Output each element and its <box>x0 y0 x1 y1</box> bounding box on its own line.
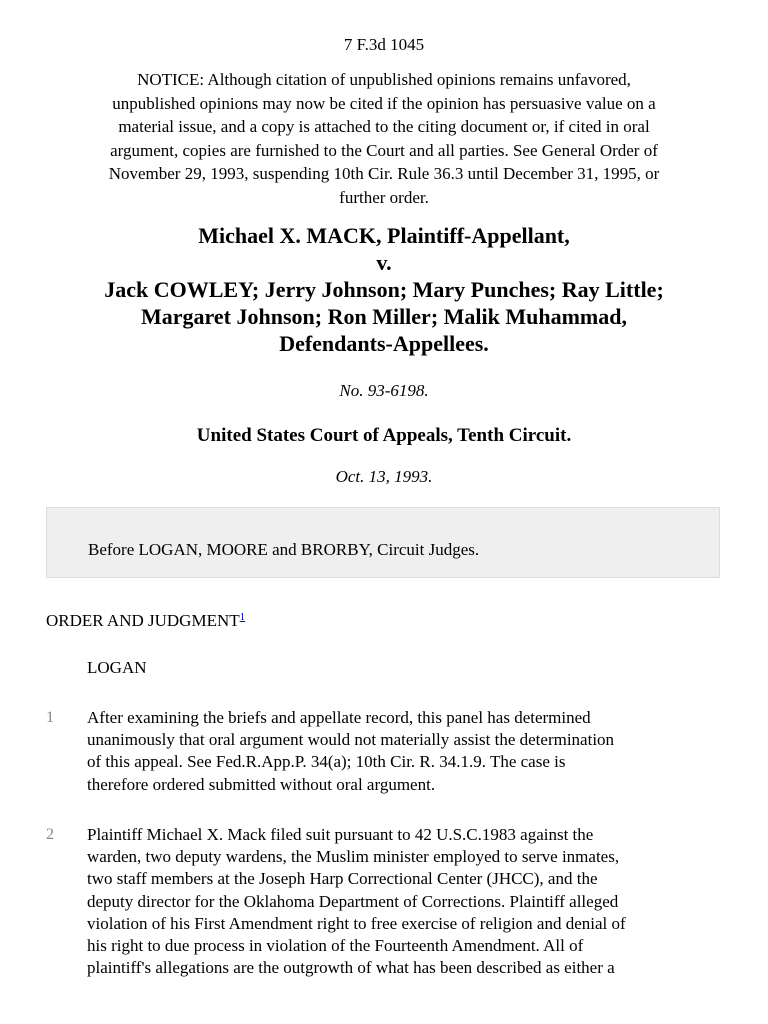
defendants-line: Defendants-Appellees. <box>279 331 489 356</box>
notice-line: further order. <box>339 187 429 207</box>
paragraph-line: plaintiff's allegations are the outgrowth of what has been described as either a <box>87 958 615 978</box>
decision-date: Oct. 13, 1993. <box>335 467 433 486</box>
court-name: United States Court of Appeals, Tenth Circuit. <box>196 425 572 446</box>
notice-line: argument, copies are furnished to the Court and all parties. See General Order of <box>110 140 658 160</box>
defendants-line: Margaret Johnson; Ron Miller; Malik Muhammad, <box>140 304 627 329</box>
order-heading <box>46 606 245 632</box>
order-heading-text: ORDER AND JUDGMENT <box>46 611 240 630</box>
paragraph-line: violation of his First Amendment right to free exercise of religion and denial of <box>87 913 626 933</box>
judges-panel-text: Before LOGAN, MOORE and BRORBY, Circuit Judges. <box>88 540 480 559</box>
footnote-link[interactable]: 1 <box>239 611 246 623</box>
paragraph-line: warden, two deputy wardens, the Muslim minister employed to serve inmates, <box>87 847 620 867</box>
paragraph-line: his right to due process in violation of the Fourteenth Amendment. All of <box>87 936 584 956</box>
paragraph-line: two staff members at the Joseph Harp Correctional Center (JHCC), and the <box>87 869 598 889</box>
notice-line: November 29, 1993, suspending 10th Cir. Rule 36.3 until December 31, 1995, or <box>108 164 660 184</box>
docket-number: No. 93-6198. <box>339 381 429 400</box>
plaintiff-party: Michael X. MACK, Plaintiff-Appellant, <box>198 223 570 248</box>
paragraph-line: therefore ordered submitted without oral argument. <box>87 774 436 794</box>
notice-line: NOTICE: Although citation of unpublished opinions remains unfavored, <box>137 70 631 89</box>
defendants-line: Jack COWLEY; Jerry Johnson; Mary Punches; Ray Little; <box>104 277 664 302</box>
paragraph-line: Plaintiff Michael X. Mack filed suit pursuant to 42 U.S.C.1983 against the <box>87 825 594 844</box>
notice-line: material issue, and a copy is attached to the citing document or, if cited in oral <box>118 117 650 137</box>
paragraph-number: 2 <box>46 826 54 843</box>
unpublished-notice <box>46 68 722 210</box>
judges-panel-box <box>46 507 720 578</box>
paragraph-number: 1 <box>46 709 54 726</box>
notice-line: unpublished opinions may now be cited if the opinion has persuasive value on a <box>112 93 656 113</box>
paragraph-line: deputy director for the Oklahoma Department of Corrections. Plaintiff alleged <box>87 891 619 911</box>
case-caption <box>30 222 738 357</box>
paragraph-text <box>87 707 727 796</box>
case-citation: 7 F.3d 1045 <box>343 35 425 54</box>
paragraph-text <box>87 824 727 979</box>
opinion-author: LOGAN <box>87 658 147 677</box>
versus-label: v. <box>376 250 392 275</box>
paragraph-line: unanimously that oral argument would not materially assist the determination <box>87 730 615 750</box>
paragraph-line: After examining the briefs and appellate record, this panel has determined <box>87 708 591 727</box>
paragraph-line: of this appeal. See Fed.R.App.P. 34(a); 10th Cir. R. 34.1.9. The case is <box>87 752 566 772</box>
